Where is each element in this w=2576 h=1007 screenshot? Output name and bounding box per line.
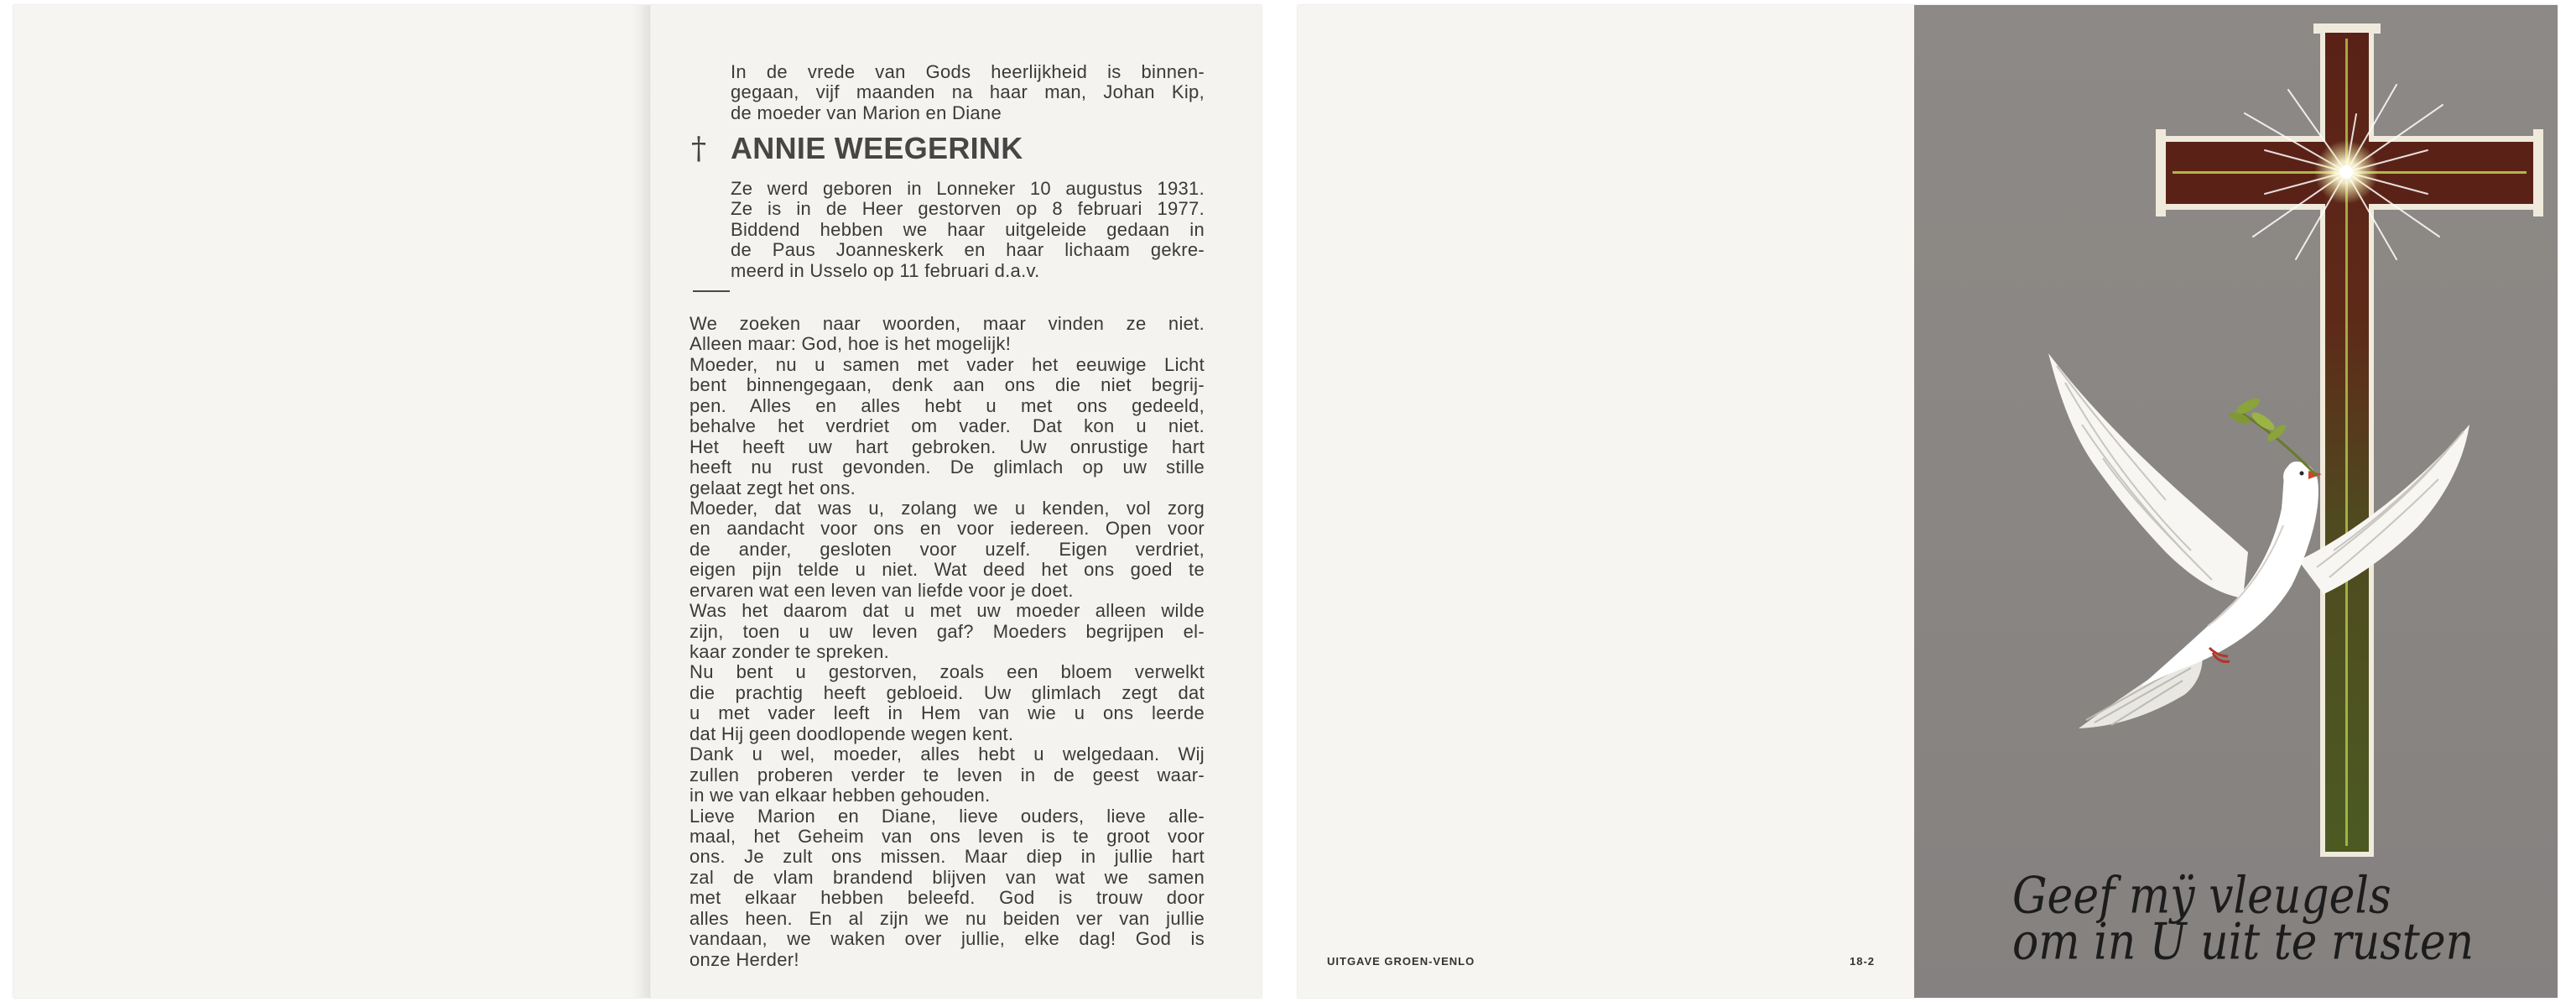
- text-line: maal, het Geheim van ons leven is te groot voor: [690, 825, 1205, 847]
- text-line: gegaan, vijf maanden na haar man, Johan Kip,: [731, 81, 1205, 103]
- text-line: ons. Je zult ons missen. Maar diep in jullie hart: [690, 846, 1205, 868]
- text-line: zijn, toen u uw leven gaf? Moeders begrijpen el-: [690, 620, 1205, 642]
- text-line: de moeder van Marion en Diane: [731, 102, 1002, 123]
- text-line: dat Hij geen doodlopende wegen kent.: [690, 723, 1014, 744]
- text-line: behalve het verdriet om vader. Dat kon u niet.: [690, 415, 1205, 437]
- text-line: en aandacht voor ons en voor iedereen. Open voor: [690, 518, 1205, 540]
- text-line: Alleen maar: God, hoe is het mogelijk!: [690, 333, 1012, 355]
- text-line: alles heen. En al zijn we nu beiden ver van jullie: [690, 907, 1205, 929]
- bio-paragraph: [731, 179, 1205, 281]
- text-line: ervaren wat een leven van liefde voor je doet.: [690, 579, 1074, 601]
- text-line: Nu bent u gestorven, zoals een bloem verwelkt: [690, 661, 1205, 683]
- text-line: Dank u wel, moeder, alles hebt u welgedaan. Wij: [690, 744, 1205, 765]
- text-line: vandaan, we waken over jullie, elke dag! God is: [690, 928, 1205, 950]
- text-line: kaar zonder te spreken.: [690, 641, 890, 662]
- deceased-name: ANNIE WEEGERINK: [731, 131, 1023, 165]
- body-paragraph: [690, 498, 1205, 601]
- text-line: bent binnengegaan, denk aan ons die niet begrij-: [690, 374, 1205, 396]
- verse-line: om in U uit te rusten: [2012, 913, 2475, 972]
- text-line: Ze werd geboren in Lonneker 10 augustus 1931.: [731, 178, 1205, 199]
- fold-line: [632, 5, 651, 998]
- text-line: heeft nu rust gevonden. De glimlach op uw stille: [690, 457, 1205, 478]
- text-line: pen. Alles en alles hebt u met ons gedeeld,: [690, 394, 1205, 416]
- text-line: In de vrede van Gods heerlijkheid is binnen-: [731, 61, 1205, 82]
- body-paragraph: [690, 601, 1205, 662]
- intro-paragraph: [731, 62, 1205, 123]
- text-line: Het heeft uw hart gebroken. Uw onrustige hart: [690, 436, 1205, 457]
- body-paragraph: [690, 806, 1205, 971]
- text-line: Biddend hebben we haar uitgeleide gedaan in: [731, 218, 1205, 240]
- text-line: die prachtig heeft gebloeid. Uw glimlach zegt dat: [690, 681, 1205, 703]
- card-number: 18-2: [1850, 955, 1876, 968]
- memorial-text: [690, 314, 1205, 970]
- text-line: in we van elkaar hebben gehouden.: [690, 785, 991, 806]
- text-line: Moeder, nu u samen met vader het eeuwige Licht: [690, 353, 1205, 375]
- divider-rule: [693, 290, 730, 292]
- text-line: zullen proberen verder te leven in de geest waar-: [690, 764, 1205, 785]
- body-paragraph: [690, 662, 1205, 744]
- publisher-imprint: UITGAVE GROEN-VENLO: [1327, 955, 1475, 968]
- cross-with-dove-icon: [1914, 5, 2558, 998]
- text-line: onze Herder!: [690, 948, 799, 970]
- body-paragraph: [690, 314, 1205, 355]
- verse-line: Geef mÿ vleugels: [2012, 867, 2391, 926]
- text-line: Moeder, dat was u, zolang we u kenden, vol zorg: [690, 497, 1205, 519]
- text-line: Was het daarom dat u met uw moeder alleen wilde: [690, 600, 1205, 622]
- body-paragraph: [690, 744, 1205, 806]
- text-line: met elkaar hebben beleefd. God is trouw door: [690, 887, 1205, 909]
- text-line: meerd in Usselo op 11 februari d.a.v.: [731, 259, 1040, 281]
- text-line: Ze is in de Heer gestorven op 8 februari 1977.: [731, 198, 1205, 220]
- cross-icon: †: [691, 132, 706, 166]
- text-line: We zoeken naar woorden, maar vinden ze niet.: [690, 313, 1205, 334]
- text-line: zal de vlam brandend blijven van wat we samen: [690, 866, 1205, 888]
- dove-icon: [2048, 353, 2469, 728]
- text-line: de ander, gesloten voor uzelf. Eigen verdriet,: [690, 538, 1205, 560]
- text-line: gelaat zegt het ons.: [690, 477, 856, 498]
- text-line: u met vader leeft in Hem van wie u ons leerde: [690, 702, 1205, 724]
- text-line: Lieve Marion en Diane, lieve ouders, lieve alle-: [690, 805, 1205, 827]
- intro-lines: [731, 62, 1205, 123]
- blank-back-panel: [1298, 5, 1914, 998]
- text-line: eigen pijn telde u niet. Wat deed het ons goed te: [690, 559, 1205, 581]
- body-paragraph: [690, 355, 1205, 498]
- bio-lines: [731, 179, 1205, 281]
- text-line: de Paus Joanneskerk en haar lichaam gekre-: [731, 239, 1205, 261]
- blank-inner-panel: [13, 5, 641, 998]
